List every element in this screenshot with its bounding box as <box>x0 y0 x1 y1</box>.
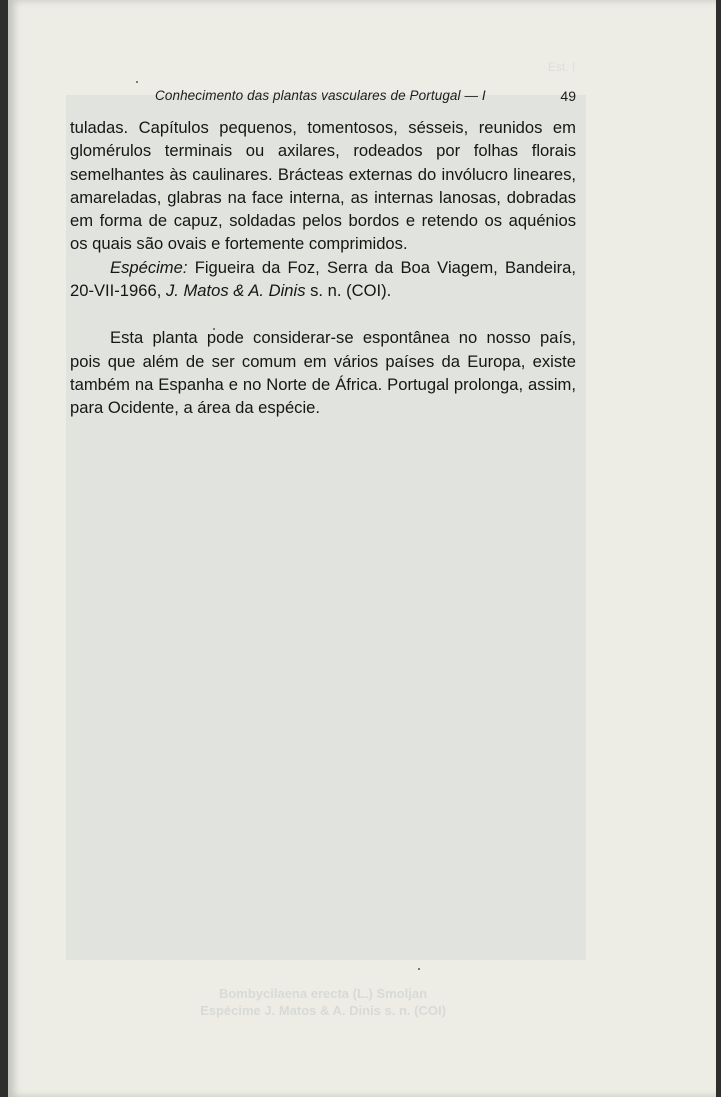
page-header <box>70 88 576 112</box>
specimen-locality: Figueira da Foz, Serra da Boa Viagem, Bandeira, 20-VII-1966, <box>70 257 576 301</box>
specimen-paragraph <box>70 256 576 303</box>
speck <box>418 968 420 970</box>
show-through-caption-2: Espécime J. Matos & A. Dinis s. n. (COI) <box>200 1003 446 1018</box>
running-head: Conhecimento das plantas vasculares de Portugal — I <box>155 88 486 103</box>
specimen-label: Espécime <box>110 257 183 277</box>
specimen-collectors: J. Matos & A. Dinis <box>165 281 306 301</box>
show-through-caption-1: Bombycilaena erecta (L.) Smoljan <box>218 986 428 1001</box>
body-text <box>70 116 576 420</box>
discussion-paragraph: Esta planta pode considerar-se espontânea no nosso país, pois que além de ser comum em vários países da Europa, existe também na Espanha e no Norte de África. Portugal prolonga, assim, para Ocidente, a área da espécie. <box>70 328 576 418</box>
speck <box>136 81 138 83</box>
page-number: 49 <box>560 88 576 104</box>
document-page <box>8 0 716 1097</box>
description-paragraph: tuladas. Capítulos pequenos, tomentosos, sésseis, reunidos em glomérulos terminais ou axilares, rodeados por folhas florais semelhantes às caulinares. Brácteas externas do invólucro lineares, amareladas, glabras na face interna, as internas lanosas, dobradas em forma de capuz, soldadas pelos bordos e retendo os aquénios os quais são ovais e fortemente comprimidos. <box>70 118 576 254</box>
specimen-herbarium: s. n. (COI). <box>305 281 392 301</box>
show-through-plate-label: Est. I <box>548 60 576 74</box>
specimen-colon: : <box>182 257 188 277</box>
